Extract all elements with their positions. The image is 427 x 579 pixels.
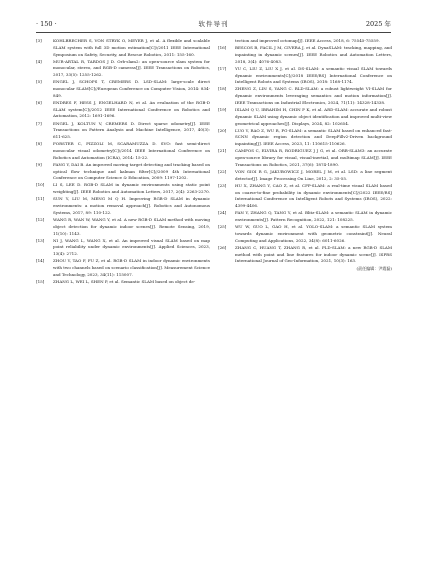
reference-entry (36, 121, 210, 141)
reference-text: KOHLBRECHER S, VON STRYK O, MEYER J, et al. A flexible and scalable SLAM system with full 3D motion estimation[C]//2011 IEEE International Symposium on Safety, Security, and Rescue Robotics, 2011: 155-160. (53, 38, 210, 57)
reference-text: ZHANG L, WEI L, SHEN P, et al. Semantic SLAM based on object de- (53, 278, 196, 284)
reference-text: ZHOU Y, TAO F, FU Z, et al. RGB-D SLAM in indoor dynamic environments with two channels based on scenario classification[J]. Measurement Science and Technology, 2023, 34(11): 115007. (53, 258, 210, 277)
reference-entry (218, 183, 392, 210)
reference-entry (36, 141, 210, 161)
reference-entry (36, 196, 210, 216)
reference-number: [24] (218, 210, 227, 216)
reference-text: FAN Y, ZHANG Q, TANG Y, et al. Blitz-SLAM: a semantic SLAM in dynamic environments[J]. Pattern Recognition, 2022, 121: 108225. (235, 210, 392, 223)
reference-number: [18] (218, 86, 227, 92)
reference-number: [4] (36, 58, 42, 64)
reference-number: [16] (218, 45, 227, 51)
reference-text: WANG R, WAN W, WANG Y, et al. A new RGB-D SLAM method with moving object detection for dynamic indoor scenes[J]. Remote Sensing, 2019, 11(10): 1143. (53, 217, 210, 236)
references-left-column (36, 38, 210, 286)
reference-number: [25] (218, 224, 227, 230)
reference-number: [22] (218, 168, 227, 174)
reference-number: [19] (218, 107, 227, 113)
reference-entry (218, 210, 392, 224)
reference-entry (218, 45, 392, 65)
reference-entry (36, 182, 210, 196)
reference-number: [9] (36, 161, 42, 167)
reference-text: ZHANG C, HUANG T, ZHANG R, et al. PLD-SLAM: a new RGB-D SLAM method with point and line features for indoor dynamic scene[J]. ISPRS International Journal of Geo-Information, 2021, 10(3): 163. (235, 244, 392, 264)
reference-entry (218, 169, 392, 183)
reference-text: VON GIOI R G, JAKUBOWICZ J, MOREL J M, et al. LSD: a line segment detector[J]. Image Processing On Line, 2012, 2: 35-55. (235, 168, 392, 181)
reference-text: BESCOS B, FACIL J M, CIVERA J, et al. DynaSLAM: tracking, mapping, and inpainting in dynamic scenes[J]. IEEE Robotics and Automation Letters, 2018, 3(4): 4076-4083. (235, 45, 392, 64)
references-right-list (218, 45, 392, 265)
reference-entry (218, 148, 392, 168)
reference-text: LI S, LEE D. RGB-D SLAM in dynamic environments using static point weighting[J]. IEEE Robotics and Automation Letters, 2017, 2(4): 2263-2270. (53, 182, 211, 195)
reference-text: ENGEL J, KOLTUN V, CREMERS D. Direct sparse odometry[J]. IEEE Transactions on Pattern Analysis and Machine Intelligence, 2017, 40(3): 611-625. (53, 120, 210, 140)
issue-year: 2025 年 (365, 20, 391, 28)
reference-number: [26] (218, 244, 227, 250)
reference-text: ENDRES F, HESS J, ENGELHARD N, et al. An evaluation of the RGB-D SLAM system[C]//2012 IEEE International Conference on Robotics and Automation, 2012: 1691-1696. (53, 99, 210, 119)
reference-number: [13] (36, 237, 45, 243)
reference-number: [20] (218, 127, 227, 133)
reference-entry (36, 79, 210, 99)
reference-entry (36, 162, 210, 182)
reference-entry (36, 238, 210, 258)
editor-note: (责任编辑：尹霞磊) (356, 265, 392, 271)
reference-number: [6] (36, 99, 42, 105)
page-number: · 150 · (36, 20, 57, 28)
header-rule (36, 32, 391, 33)
reference-number: [12] (36, 217, 45, 223)
reference-entry (218, 66, 392, 86)
reference-number: [23] (218, 182, 227, 188)
reference-text: LUO Y, RAO Z, WU R, FG-SLAM: a semantic SLAM based on enhanced fast-SCNN dynamic region detection and DeepFillv2-Driven background inpainting[J]. IEEE Access, 2023, 11: 110615-110626. (235, 127, 392, 147)
reference-number: [8] (36, 141, 42, 147)
reference-number: [14] (36, 258, 45, 264)
reference-entry (218, 245, 392, 265)
reference-number: [17] (218, 65, 227, 71)
reference-text: CAMPOS C, ELVIRA R, RODRIGUEZ J J G, et al. ORB-SLAM3: an accurate open-source library for visual, visual-inertial, and multimap SLAM[J]. IEEE Transactions on Robotics, 2021, 37(6): 1874-1890. (235, 148, 392, 167)
reference-text: SUN Y, LIU M, MENG M Q H. Improving RGB-D SLAM in dynamic environments: a motion removal approach[J]. Robotics and Autonomous Systems, 2017, 89: 110-122. (53, 196, 210, 215)
reference-text: ISLAM Q U, IBRAHIM H, CHIN P K, et al. ARD-SLAM: accurate and robust dynamic SLAM using dynamic object identification and improved multi-view geometrical approaches[J]. Displays, 2024, 82: 102654. (235, 107, 392, 126)
reference-entry (218, 224, 392, 244)
reference-text: ZHENG Z, LIN S, YANG C. RLD-SLAM: a robust lightweight VI-SLAM for dynamic environments leveraging semantics and motion information[J]. IEEE Transactions on Industrial Electronics, 2024, 71(11): 14328-14338. (235, 86, 392, 105)
reference-text: FORSTER C, PIZZOLI M, SCARAMUZZA D. SVO: fast semi-direct monocular visual odometry[C]//2014 IEEE International Conference on Robotics and Automation (ICRA), 2014: 15-22. (53, 141, 210, 160)
reference-number: [5] (36, 79, 42, 85)
reference-entry (218, 107, 392, 127)
reference-text: WU W, GUO L, GAO H, et al. YOLO-SLAM: a semantic SLAM system towards dynamic environment with geometric constraint[J]. Neural Computing and Applications, 2022, 34(8): 6011-6026. (235, 224, 392, 243)
reference-text: NI J, WANG L, WANG X, et al. An improved visual SLAM based on map point reliability under dynamic environments[J]. Applied Sciences, 2023, 13(4): 2712. (53, 237, 210, 257)
reference-text: MUR-ARTAL R, TARDOS J D. Orb-slam2: an open-source slam system for monocular, stereo, and RGB-D cameras[J]. IEEE Transactions on Robotics, 2017, 33(5): 1255-1262. (53, 58, 210, 78)
reference-entry (36, 100, 210, 120)
reference-text: ENGEL J, SCHOPS T, CREMERS D. LSD-SLAM: large-scale direct monocular SLAM[C]//European Conference on Computer Vision, 2014: 834-849. (53, 79, 210, 98)
reference-entry (36, 38, 210, 58)
reference-entry (218, 128, 392, 148)
reference-entry (36, 59, 210, 79)
reference-number: [10] (36, 182, 45, 188)
references-right-column (218, 38, 392, 272)
reference-text: YU C, LIU Z, LIU X J, et al. DS-SLAM: a semantic visual SLAM towards dynamic environments[C]//2018 IEEE/RSJ International Conference on Intelligent Robots and Systems (IROS), 2018: 1168-1174. (235, 65, 392, 85)
reference-number: [15] (36, 278, 45, 284)
journal-title: 软件导刊 (198, 20, 229, 28)
reference-entry (36, 258, 210, 278)
reference-text: FANG Y, DAI B. An improved moving target detecting and tracking based on optical flow technique and kalman filter[C]//2009 4th International Conference on Computer Science & Education, 2009: 1197-1202. (53, 161, 210, 181)
reference-entry (218, 86, 392, 106)
reference-number: [7] (36, 120, 42, 126)
reference-text: HU X, ZHANG Y, CAO Z, et al. CFP-SLAM: a real-time visual SLAM based on coarse-to-fine probability in dynamic environments[C]//2022 IEEE/RSJ International Conference on Intelligent Robots and Systems (IROS), 2022: 4399-4406. (235, 182, 392, 209)
reference-number: [3] (36, 38, 42, 43)
reference-entry (36, 279, 210, 286)
page-header (36, 18, 391, 30)
reference-continuation: tection and improved octomap[J]. IEEE Access, 2018, 6: 75545-75559. (235, 38, 380, 43)
reference-number: [11] (36, 196, 45, 202)
reference-number: [21] (218, 148, 227, 154)
reference-entry (36, 217, 210, 237)
